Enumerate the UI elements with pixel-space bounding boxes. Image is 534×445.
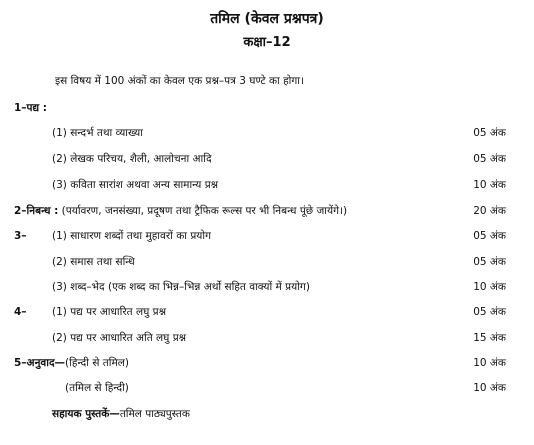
- section5-item-2-marks: 10 अंक: [473, 382, 506, 394]
- section1-item-2: (2) लेखक परिचय, शैली, आलोचना आदि: [52, 153, 212, 165]
- section3-item-1: (1) साधारण शब्दों तथा मुहावरों का प्रयोग: [52, 230, 212, 242]
- section1-item-2-marks: 05 अंक: [473, 153, 506, 165]
- section2-row: [14, 203, 347, 219]
- section4-item-1-marks: 05 अंक: [473, 306, 506, 318]
- section2-heading: 2–निबन्ध :: [14, 205, 59, 217]
- section4-item-1: (1) पद्य पर आधारित लघु प्रश्न: [52, 306, 167, 318]
- section1-item-3-marks: 10 अंक: [473, 179, 506, 191]
- section2-marks: 20 अंक: [473, 205, 506, 217]
- section2-text: (पर्यावरण, जनसंख्या, प्रदूषण तथा ट्रैफिक रूल्स पर भी निबन्ध पूंछे जायेंगे।): [61, 205, 348, 217]
- section3-item-1-marks: 05 अंक: [473, 230, 506, 242]
- section3-item-3-marks: 10 अंक: [473, 281, 506, 293]
- reference-label: सहायक पुस्तकें—: [52, 408, 120, 420]
- section5-item-1-marks: 10 अंक: [473, 357, 506, 369]
- section1-item-1: (1) सन्दर्भ तथा व्याख्या: [52, 127, 143, 139]
- section5-row: [14, 355, 129, 371]
- section4-item-2: (2) पद्य पर आधारित अति लघु प्रश्न: [52, 332, 187, 344]
- section1-item-1-marks: 05 अंक: [473, 127, 506, 139]
- reference-row: [52, 406, 190, 422]
- section5-item-2: (तमिल से हिन्दी): [65, 382, 129, 394]
- section3-item-3: (3) शब्द–भेद (एक शब्द का भिन्न–भिन्न अर्थो सहित वाक्यों में प्रयोग): [52, 281, 310, 293]
- section3-heading: 3–: [14, 230, 27, 242]
- section3-item-2-marks: 05 अंक: [473, 256, 506, 268]
- section3-item-2: (2) समास तथा सन्धि: [52, 256, 135, 268]
- intro-text: इस विषय में 100 अंकों का केवल एक प्रश्न–पत्र 3 घण्टे का होगा।: [55, 75, 304, 87]
- class-label: कक्षा–12: [243, 35, 291, 50]
- reference-text: तमिल पाठ्यपुस्तक: [119, 408, 190, 420]
- page-title: तमिल (केवल प्रश्नपत्र): [210, 11, 324, 27]
- section4-heading: 4–: [14, 306, 27, 318]
- section5-item-1: (हिन्दी से तमिल): [65, 357, 129, 369]
- section5-heading: 5–अनुवाद—: [14, 357, 66, 369]
- section1-heading: 1–पद्य :: [14, 102, 47, 114]
- section4-item-2-marks: 15 अंक: [473, 332, 506, 344]
- section1-item-3: (3) कविता सारांश अथवा अन्य सामान्य प्रश्न: [52, 179, 219, 191]
